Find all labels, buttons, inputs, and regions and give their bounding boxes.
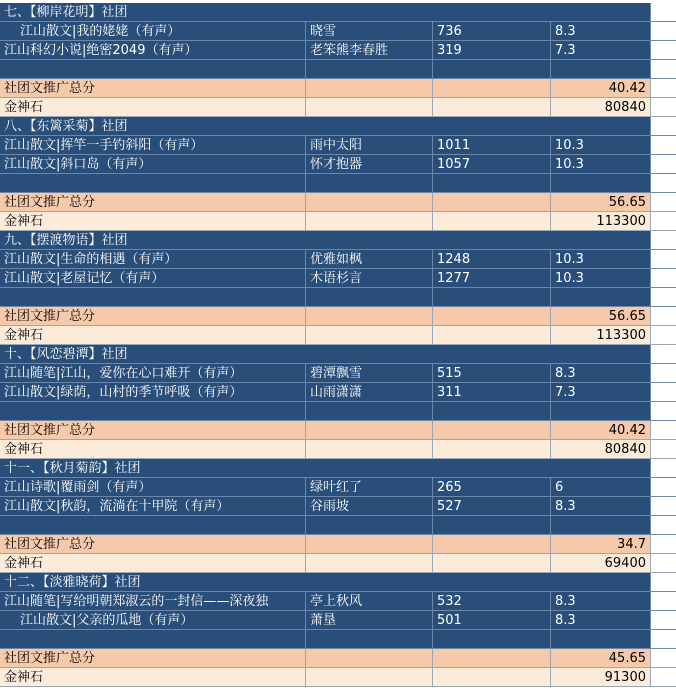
count-cell[interactable]: 532: [433, 592, 551, 611]
author-cell[interactable]: 木语杉言: [306, 269, 433, 288]
section-title-row: [0, 3, 676, 22]
empty-cell[interactable]: [0, 288, 306, 307]
empty-cell[interactable]: [433, 535, 551, 554]
total-label[interactable]: 社团文推广总分: [0, 535, 306, 554]
gold-label[interactable]: 金神石: [0, 98, 306, 117]
section-title-row: [0, 345, 676, 364]
empty-cell[interactable]: [651, 402, 676, 421]
section-title[interactable]: 十一、【秋月菊韵】社团: [0, 459, 651, 478]
empty-cell[interactable]: [651, 22, 676, 41]
gold-row: [0, 98, 676, 117]
empty-cell[interactable]: [433, 649, 551, 668]
empty-cell[interactable]: [433, 193, 551, 212]
author-cell[interactable]: 绿叶红了: [306, 478, 433, 497]
total-score[interactable]: 45.65: [551, 649, 651, 668]
total-score[interactable]: 40.42: [551, 421, 651, 440]
section-title-row: [0, 459, 676, 478]
score-cell[interactable]: 8.3: [551, 592, 651, 611]
empty-cell[interactable]: [651, 3, 676, 22]
total-row: [0, 421, 676, 440]
empty-cell[interactable]: [651, 60, 676, 79]
article-name-cell[interactable]: 江山科幻小说|绝密2049（有声）: [0, 41, 306, 60]
count-cell[interactable]: 527: [433, 497, 551, 516]
article-name-cell[interactable]: 江山散文|挥竿一手钓斜阳（有声）: [0, 136, 306, 155]
empty-cell[interactable]: [651, 269, 676, 288]
blank-row: [0, 516, 676, 535]
empty-cell[interactable]: [306, 79, 433, 98]
score-cell[interactable]: 7.3: [551, 383, 651, 402]
empty-cell[interactable]: [306, 174, 433, 193]
total-row: [0, 535, 676, 554]
article-name-cell[interactable]: 江山散文|老屋记忆（有声）: [0, 269, 306, 288]
empty-cell[interactable]: [651, 611, 676, 630]
entry-row: [0, 250, 676, 269]
empty-cell[interactable]: [651, 573, 676, 592]
article-name-cell[interactable]: 江山散文|我的姥姥（有声）: [0, 22, 306, 41]
empty-cell[interactable]: [433, 79, 551, 98]
total-score[interactable]: 56.65: [551, 307, 651, 326]
empty-cell[interactable]: [306, 193, 433, 212]
article-name-cell[interactable]: 江山散文|生命的相遇（有声）: [0, 250, 306, 269]
score-cell[interactable]: 7.3: [551, 41, 651, 60]
empty-cell[interactable]: [651, 288, 676, 307]
empty-cell[interactable]: [651, 516, 676, 535]
gold-label[interactable]: 金神石: [0, 668, 306, 687]
count-cell[interactable]: 1248: [433, 250, 551, 269]
empty-cell[interactable]: [651, 193, 676, 212]
empty-cell[interactable]: [651, 136, 676, 155]
count-cell[interactable]: 501: [433, 611, 551, 630]
empty-cell[interactable]: [0, 402, 306, 421]
empty-cell[interactable]: [433, 668, 551, 687]
gold-row: [0, 212, 676, 231]
empty-cell[interactable]: [306, 98, 433, 117]
empty-cell[interactable]: [651, 497, 676, 516]
empty-cell[interactable]: [433, 516, 551, 535]
empty-cell[interactable]: [433, 554, 551, 573]
empty-cell[interactable]: [651, 649, 676, 668]
gold-amount[interactable]: 113300: [551, 326, 651, 345]
empty-cell[interactable]: [651, 383, 676, 402]
empty-cell[interactable]: [551, 516, 651, 535]
empty-cell[interactable]: [651, 212, 676, 231]
empty-cell[interactable]: [651, 364, 676, 383]
section-title[interactable]: 十二、【淡雅晓荷】社团: [0, 573, 651, 592]
empty-cell[interactable]: [651, 440, 676, 459]
total-label[interactable]: 社团文推广总分: [0, 193, 306, 212]
empty-cell[interactable]: [433, 212, 551, 231]
total-label[interactable]: 社团文推广总分: [0, 79, 306, 98]
section-title[interactable]: 十、【风恋碧潭】社团: [0, 345, 651, 364]
author-cell[interactable]: 谷雨坡: [306, 497, 433, 516]
gold-amount[interactable]: 80840: [551, 440, 651, 459]
author-cell[interactable]: 萧垦: [306, 611, 433, 630]
section-title[interactable]: 七、【柳岸花明】社团: [0, 3, 651, 22]
section-title-row: [0, 117, 676, 136]
empty-cell[interactable]: [433, 630, 551, 649]
entry-row: [0, 155, 676, 174]
empty-cell[interactable]: [651, 250, 676, 269]
gold-label[interactable]: 金神石: [0, 554, 306, 573]
count-cell[interactable]: 1011: [433, 136, 551, 155]
empty-cell[interactable]: [306, 440, 433, 459]
author-cell[interactable]: 老笨熊李春胜: [306, 41, 433, 60]
total-label[interactable]: 社团文推广总分: [0, 649, 306, 668]
empty-cell[interactable]: [433, 98, 551, 117]
empty-cell[interactable]: [433, 440, 551, 459]
empty-cell[interactable]: [551, 288, 651, 307]
empty-cell[interactable]: [651, 231, 676, 250]
author-cell[interactable]: 雨中太阳: [306, 136, 433, 155]
entry-row: [0, 592, 676, 611]
score-cell[interactable]: 10.3: [551, 269, 651, 288]
empty-cell[interactable]: [433, 307, 551, 326]
total-row: [0, 79, 676, 98]
section-title[interactable]: 九、【摆渡物语】社团: [0, 231, 651, 250]
empty-cell[interactable]: [651, 79, 676, 98]
empty-cell[interactable]: [651, 592, 676, 611]
blank-row: [0, 402, 676, 421]
gold-label[interactable]: 金神石: [0, 212, 306, 231]
author-cell[interactable]: 晓雪: [306, 22, 433, 41]
total-score[interactable]: 40.42: [551, 79, 651, 98]
total-label[interactable]: 社团文推广总分: [0, 307, 306, 326]
author-cell[interactable]: 怀才抱器: [306, 155, 433, 174]
empty-cell[interactable]: [651, 554, 676, 573]
section-title[interactable]: 八、【东篱采菊】社团: [0, 117, 651, 136]
entry-row: [0, 269, 676, 288]
score-cell[interactable]: 8.3: [551, 22, 651, 41]
blank-row: [0, 630, 676, 649]
score-cell[interactable]: 10.3: [551, 155, 651, 174]
article-name-cell[interactable]: 江山随笔|写给明朝郑淑云的一封信——深夜独: [0, 592, 306, 611]
empty-cell[interactable]: [651, 41, 676, 60]
blank-row: [0, 60, 676, 79]
empty-cell[interactable]: [651, 345, 676, 364]
entry-row: [0, 22, 676, 41]
gold-label[interactable]: 金神石: [0, 440, 306, 459]
score-cell[interactable]: 8.3: [551, 611, 651, 630]
count-cell[interactable]: 736: [433, 22, 551, 41]
count-cell[interactable]: 515: [433, 364, 551, 383]
empty-cell[interactable]: [433, 288, 551, 307]
article-name-cell[interactable]: 江山散文|绿荫，山村的季节呼吸（有声）: [0, 383, 306, 402]
article-name-cell[interactable]: 江山散文|秋韵，流淌在十甲院（有声）: [0, 497, 306, 516]
score-cell[interactable]: 8.3: [551, 497, 651, 516]
gold-row: [0, 668, 676, 687]
total-score[interactable]: 56.65: [551, 193, 651, 212]
empty-cell[interactable]: [651, 535, 676, 554]
entry-row: [0, 364, 676, 383]
empty-cell[interactable]: [306, 288, 433, 307]
empty-cell[interactable]: [306, 307, 433, 326]
empty-cell[interactable]: [651, 117, 676, 136]
article-name-cell[interactable]: 江山散文|斜口岛（有声）: [0, 155, 306, 174]
gold-label[interactable]: 金神石: [0, 326, 306, 345]
empty-cell[interactable]: [433, 326, 551, 345]
empty-cell[interactable]: [433, 174, 551, 193]
count-cell[interactable]: 319: [433, 41, 551, 60]
empty-cell[interactable]: [651, 98, 676, 117]
empty-cell[interactable]: [306, 212, 433, 231]
empty-cell[interactable]: [651, 478, 676, 497]
article-name-cell[interactable]: 江山随笔|江山，爱你在心口难开（有声）: [0, 364, 306, 383]
empty-cell[interactable]: [651, 421, 676, 440]
empty-cell[interactable]: [651, 174, 676, 193]
count-cell[interactable]: 1057: [433, 155, 551, 174]
score-cell[interactable]: 6: [551, 478, 651, 497]
empty-cell[interactable]: [306, 326, 433, 345]
total-score[interactable]: 34.7: [551, 535, 651, 554]
empty-cell[interactable]: [651, 326, 676, 345]
empty-cell[interactable]: [433, 60, 551, 79]
author-cell[interactable]: 山雨潇潇: [306, 383, 433, 402]
empty-cell[interactable]: [651, 155, 676, 174]
gold-amount[interactable]: 91300: [551, 668, 651, 687]
score-cell[interactable]: 10.3: [551, 250, 651, 269]
empty-cell[interactable]: [651, 307, 676, 326]
empty-cell[interactable]: [0, 60, 306, 79]
gold-row: [0, 326, 676, 345]
section-title-row: [0, 231, 676, 250]
count-cell[interactable]: 265: [433, 478, 551, 497]
total-row: [0, 649, 676, 668]
empty-cell[interactable]: [651, 459, 676, 478]
empty-cell[interactable]: [551, 60, 651, 79]
empty-cell[interactable]: [306, 516, 433, 535]
score-cell[interactable]: 8.3: [551, 364, 651, 383]
article-name-cell[interactable]: 江山散文|父亲的瓜地（有声）: [0, 611, 306, 630]
total-row: [0, 193, 676, 212]
entry-row: [0, 497, 676, 516]
empty-cell[interactable]: [651, 668, 676, 687]
author-cell[interactable]: 优雅如枫: [306, 250, 433, 269]
empty-cell[interactable]: [551, 402, 651, 421]
article-name-cell[interactable]: 江山诗歌|覆雨剑（有声）: [0, 478, 306, 497]
empty-cell[interactable]: [0, 630, 306, 649]
entry-row: [0, 41, 676, 60]
gold-amount[interactable]: 80840: [551, 98, 651, 117]
empty-cell[interactable]: [306, 554, 433, 573]
empty-cell[interactable]: [306, 60, 433, 79]
empty-cell[interactable]: [433, 421, 551, 440]
entry-row: [0, 136, 676, 155]
empty-cell[interactable]: [551, 174, 651, 193]
author-cell[interactable]: 亭上秋风: [306, 592, 433, 611]
empty-cell[interactable]: [551, 630, 651, 649]
blank-row: [0, 288, 676, 307]
gold-row: [0, 440, 676, 459]
count-cell[interactable]: 311: [433, 383, 551, 402]
empty-cell[interactable]: [306, 535, 433, 554]
section-title-row: [0, 573, 676, 592]
gold-amount[interactable]: 69400: [551, 554, 651, 573]
entry-row: [0, 383, 676, 402]
empty-cell[interactable]: [0, 516, 306, 535]
empty-cell[interactable]: [433, 402, 551, 421]
total-row: [0, 307, 676, 326]
empty-cell[interactable]: [306, 402, 433, 421]
total-label[interactable]: 社团文推广总分: [0, 421, 306, 440]
entry-row: [0, 611, 676, 630]
empty-cell[interactable]: [651, 630, 676, 649]
empty-cell[interactable]: [306, 421, 433, 440]
gold-row: [0, 554, 676, 573]
author-cell[interactable]: 碧潭飘雪: [306, 364, 433, 383]
empty-cell[interactable]: [306, 668, 433, 687]
count-cell[interactable]: 1277: [433, 269, 551, 288]
blank-row: [0, 174, 676, 193]
empty-cell[interactable]: [306, 649, 433, 668]
empty-cell[interactable]: [306, 630, 433, 649]
entry-row: [0, 478, 676, 497]
empty-cell[interactable]: [0, 174, 306, 193]
gold-amount[interactable]: 113300: [551, 212, 651, 231]
score-cell[interactable]: 10.3: [551, 136, 651, 155]
